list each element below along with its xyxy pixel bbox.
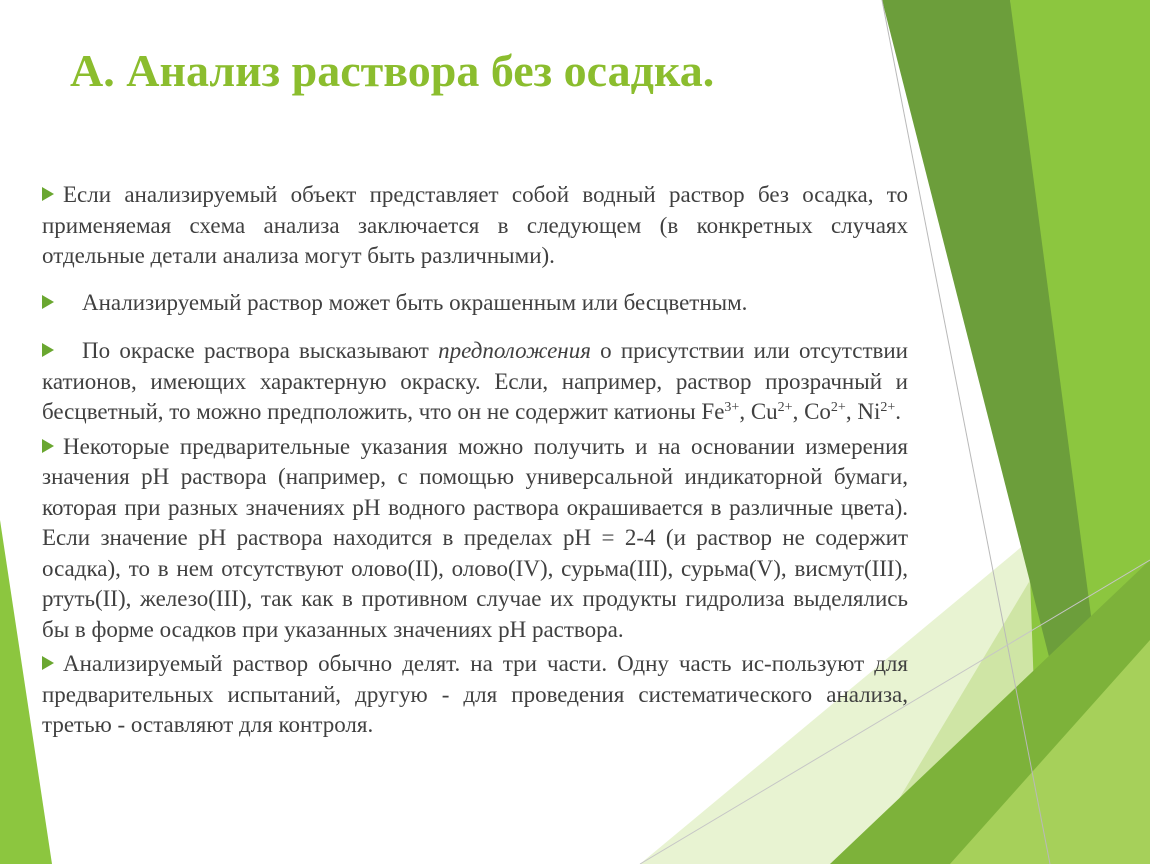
triangle-bullet-icon	[42, 295, 54, 309]
paragraph-3-text-end: о присутствии или отсутствии катионов, имеющих характерную окраску. Если, например, раствор прозрачный и бесцветный, то можно предположить, что он не содержит катионы	[42, 338, 908, 424]
paragraph-1-text: Если анализируемый объект представляет собой водный раствор без осадка, то применяемая схема анализа заключается в следующем (в конкретных случаях отдельные детали анализа могут быть различными).	[42, 182, 908, 268]
triangle-bullet-icon	[42, 656, 54, 670]
cation-co	[804, 399, 857, 424]
paragraph-4	[42, 432, 908, 646]
ion-separator: ,	[792, 399, 805, 424]
ion-symbol: Cu	[750, 399, 778, 424]
ion-symbol: Ni	[857, 399, 881, 424]
paragraph-1	[42, 180, 908, 272]
ion-separator: .	[895, 399, 901, 424]
ion-charge: 2+	[880, 400, 896, 415]
paragraph-3	[42, 336, 908, 428]
cation-ni	[857, 399, 901, 424]
triangle-bullet-icon	[42, 439, 54, 453]
cation-fe	[701, 399, 750, 424]
paragraph-5	[42, 649, 908, 741]
paragraph-2	[42, 288, 908, 319]
ion-symbol: Co	[804, 399, 831, 424]
paragraph-4-text: Некоторые предварительные указания можно получить и на основании измерения значения рН раствора (например, с помощью универсальной индикаторной бумаги, которая при разных значениях рН водного раствора окрашивается в различные цвета). Если значение рН раствора находится в пределах рН = 2-4 (и раствор не содержит осадка), то в нем отсутствуют олово(II), олово(IV), сурьма(III), сурьма(V), висмут(III), ртуть(II), железо(III), так как в противном случае их продукты гидролиза выделялись бы в форме осадков при указанных значениях рН раствора.	[42, 433, 908, 642]
ion-charge: 2+	[830, 400, 846, 415]
paragraph-3-emphasis: предположения	[438, 338, 591, 363]
ion-charge: 2+	[777, 400, 793, 415]
ion-separator: ,	[739, 399, 751, 424]
triangle-bullet-icon	[42, 187, 54, 201]
ion-separator: ,	[845, 399, 858, 424]
triangle-bullet-icon	[42, 343, 54, 357]
slide-body	[42, 180, 908, 741]
ion-charge: 3+	[724, 400, 740, 415]
cation-cu	[751, 399, 804, 424]
slide-title: А. Анализ раствора без осадка.	[70, 45, 715, 96]
paragraph-5-text: Анализируемый раствор обычно делят. на три части. Одну часть ис-пользуют для предварительных испытаний, другую - для проведения систематического анализа, третью - оставляют для контроля.	[42, 651, 908, 737]
paragraph-2-text: Анализируемый раствор может быть окрашенным или бесцветным.	[82, 289, 748, 315]
ion-symbol: Fe	[701, 399, 725, 424]
paragraph-3-text-start: По окраске раствора высказывают	[82, 338, 439, 363]
